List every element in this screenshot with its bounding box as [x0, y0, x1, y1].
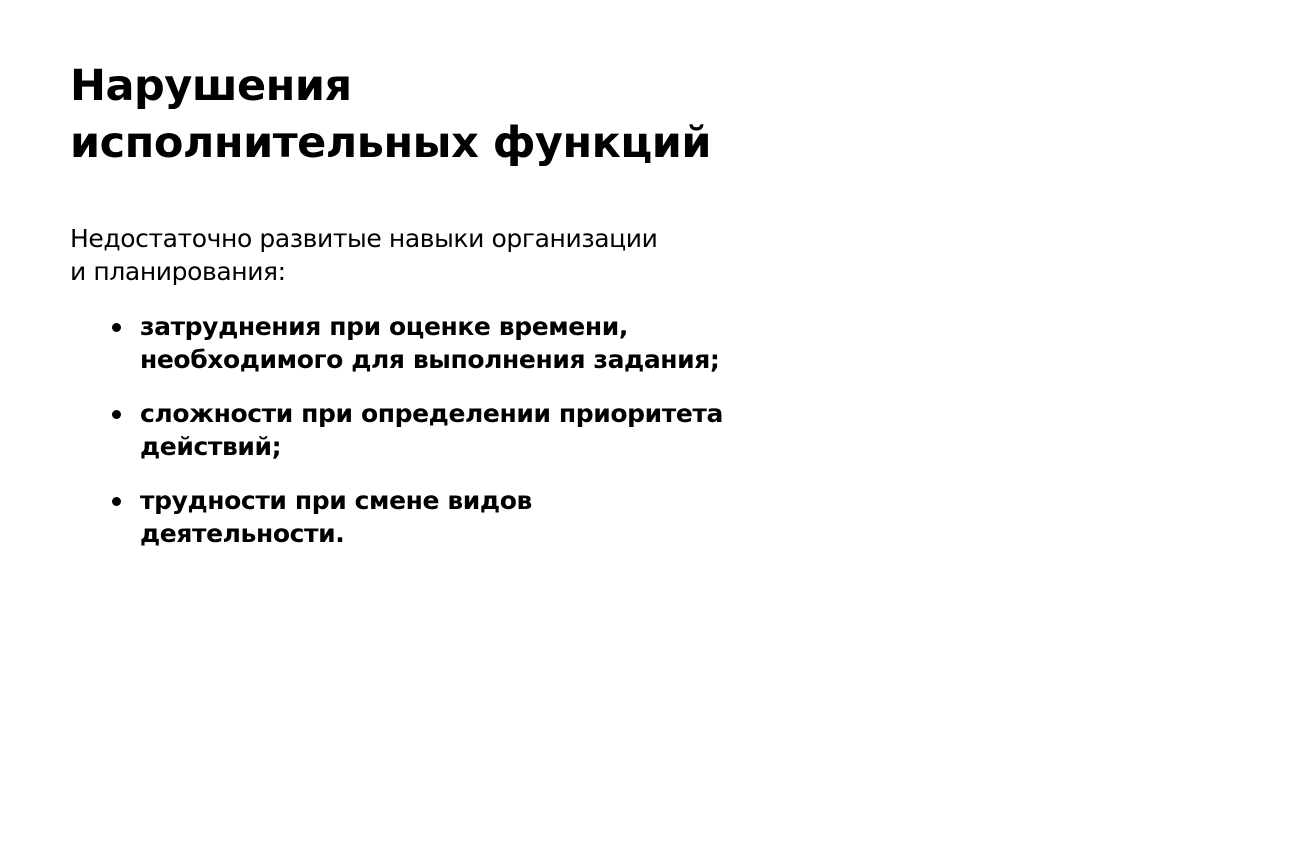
- slide-title-line: исполнительных функций: [70, 118, 711, 168]
- bullet-item: [70, 397, 730, 463]
- bullet-text-line: необходимого для выполнения задания;: [140, 345, 720, 374]
- bullet-item: [70, 484, 730, 550]
- bullet-dot-icon: [112, 497, 121, 506]
- intro-text: [70, 222, 730, 288]
- bullet-text-line: деятельности.: [140, 519, 345, 548]
- slide-title-line: Нарушения: [70, 61, 352, 111]
- bullet-text-line: затруднения при оценке времени,: [140, 312, 628, 341]
- bullet-list: [70, 310, 730, 550]
- intro-line: Недостаточно развитые навыки организации: [70, 224, 658, 253]
- intro-line: и планирования:: [70, 257, 286, 286]
- bullet-text-line: сложности при определении приоритета: [140, 399, 723, 428]
- slide-content: [70, 58, 730, 571]
- bullet-text-line: трудности при смене видов: [140, 486, 532, 515]
- bullet-dot-icon: [112, 323, 121, 332]
- slide-title: [70, 58, 730, 172]
- bullet-text-line: действий;: [140, 432, 282, 461]
- bullet-dot-icon: [112, 410, 121, 419]
- bullet-item: [70, 310, 730, 376]
